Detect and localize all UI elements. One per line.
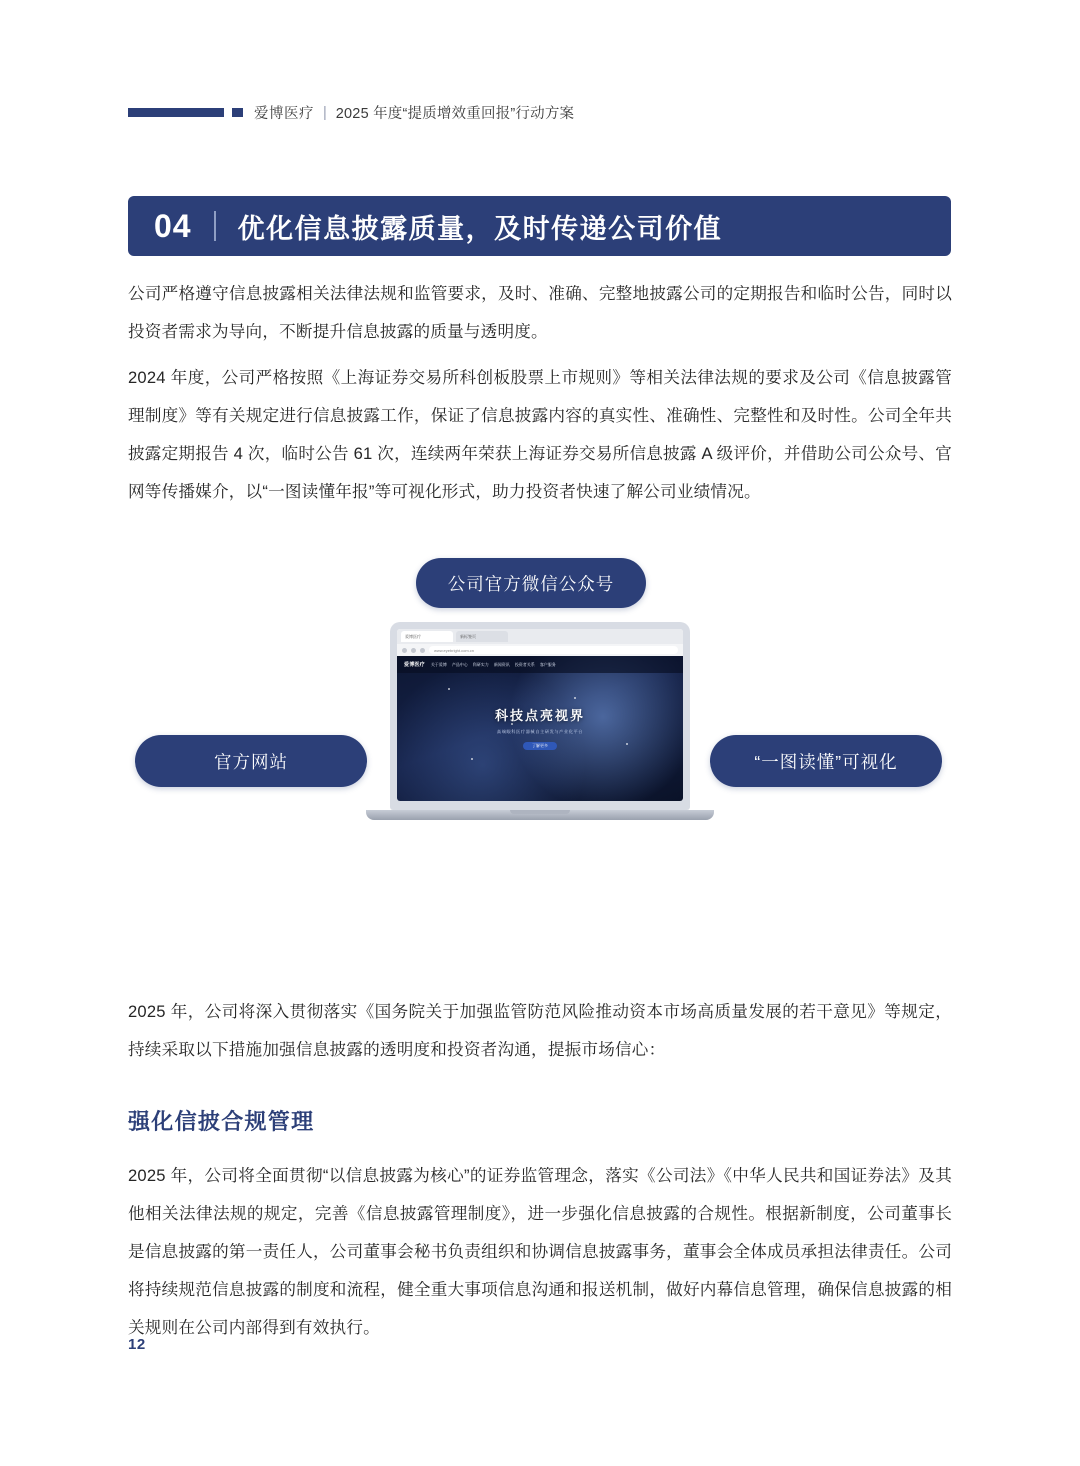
page-number: 12 — [128, 1336, 146, 1353]
header-rule-short — [232, 108, 243, 117]
reload-icon — [420, 648, 425, 653]
label-official-website: 官方网站 — [135, 735, 367, 787]
back-arrow-icon — [402, 648, 407, 653]
section-number: 04 — [154, 208, 192, 244]
label-wechat-official-account: 公司官方微信公众号 — [416, 558, 646, 608]
laptop-screen — [397, 629, 683, 801]
laptop-lid — [390, 622, 690, 810]
url-text: www.eyebright.com.cn — [429, 646, 678, 654]
browser-address-bar — [397, 644, 683, 656]
laptop-notch — [510, 810, 570, 814]
section-heading: 优化信息披露质量，及时传递公司价值 — [237, 213, 723, 244]
paragraph-1: 公司严格遵守信息披露相关法律法规和监管要求，及时、准确、完整地披露公司的定期报告和临时公告，同时以投资者需求为导向，不断提升信息披露的质量与透明度。 — [128, 284, 952, 341]
site-nav-item-1: 产品中心 — [451, 661, 468, 667]
site-hero-subtitle: 高端眼科医疗器械自主研发与产业化平台 — [496, 729, 584, 735]
browser-tab-inactive: 新标签页 — [456, 631, 508, 642]
paragraph-4: 2025 年，公司将全面贯彻“以信息披露为核心”的证券监管理念，落实《公司法》《中华人民共和国证券法》及其他相关法律法规的规定，完善《信息披露管理制度》，进一步强化信息披露的合规性。根据新制度，公司董事长是信息披露的第一责任人，公司董事会秘书负责组织和协调信息披露事务，董事会全体成员承担法律责任。公司将持续规范信息披露的制度和流程，健全重大事项信息沟通和报送机制，做好内幕信息管理，确保信息披露的相关规则在公司内部得到有效执行。 — [128, 1166, 952, 1337]
section-title-band — [128, 196, 951, 256]
site-nav-items — [431, 662, 556, 668]
label-visual-report: “一图读懂”可视化 — [710, 735, 942, 787]
illustration-figure — [128, 520, 952, 960]
header-separator: | — [323, 104, 327, 121]
site-navigation — [397, 656, 683, 673]
header-rule-long — [128, 108, 224, 117]
browser-tab-bar — [397, 629, 683, 644]
browser-tab-active: 爱博医疗 — [401, 631, 453, 642]
paragraph-3: 2025 年，公司将深入贯彻落实《国务院关于加强监管防范风险推动资本市场高质量发展的若干意见》等规定，持续采取以下措施加强信息披露的透明度和投资者沟通，提振市场信心： — [128, 1002, 952, 1059]
site-hero-title: 科技点亮视界 — [494, 708, 585, 724]
site-logo: 爱博医疗 — [404, 662, 425, 668]
site-nav-item-4: 投资者关系 — [514, 661, 535, 667]
forward-arrow-icon — [411, 648, 416, 653]
header-title: 2025 年度“提质增效重回报”行动方案 — [335, 106, 575, 122]
site-nav-item-3: 新闻资讯 — [493, 661, 510, 667]
site-hero-button: 了解更多 — [523, 742, 557, 750]
site-nav-item-2: 科研实力 — [472, 661, 489, 667]
laptop-shadow — [258, 820, 828, 952]
site-nav-item-5: 客户服务 — [539, 661, 556, 667]
paragraph-2: 2024 年度，公司严格按照《上海证券交易所科创板股票上市规则》等相关法律法规的要求及公司《信息披露管理制度》等有关规定进行信息披露工作，保证了信息披露内容的真实性、准确性、完整性和及时性。公司全年共披露定期报告 4 次，临时公告 61 次，连续两年荣获上海证券交易所信息披露 A 级评价，并借助公司公众号、官网等传播媒介，以“一图读懂年报”等可视化形式，助力投资者快速了解公司业绩情况。 — [128, 368, 952, 501]
header-brand: 爱博医疗 — [254, 106, 314, 122]
website-screenshot — [397, 656, 683, 801]
sub-heading: 强化信披合规管理 — [128, 1109, 315, 1134]
laptop-illustration — [390, 622, 690, 837]
site-hero — [397, 705, 683, 750]
section-divider — [214, 211, 216, 241]
page-header — [128, 102, 574, 123]
site-nav-item-0: 关于爱博 — [430, 661, 447, 667]
